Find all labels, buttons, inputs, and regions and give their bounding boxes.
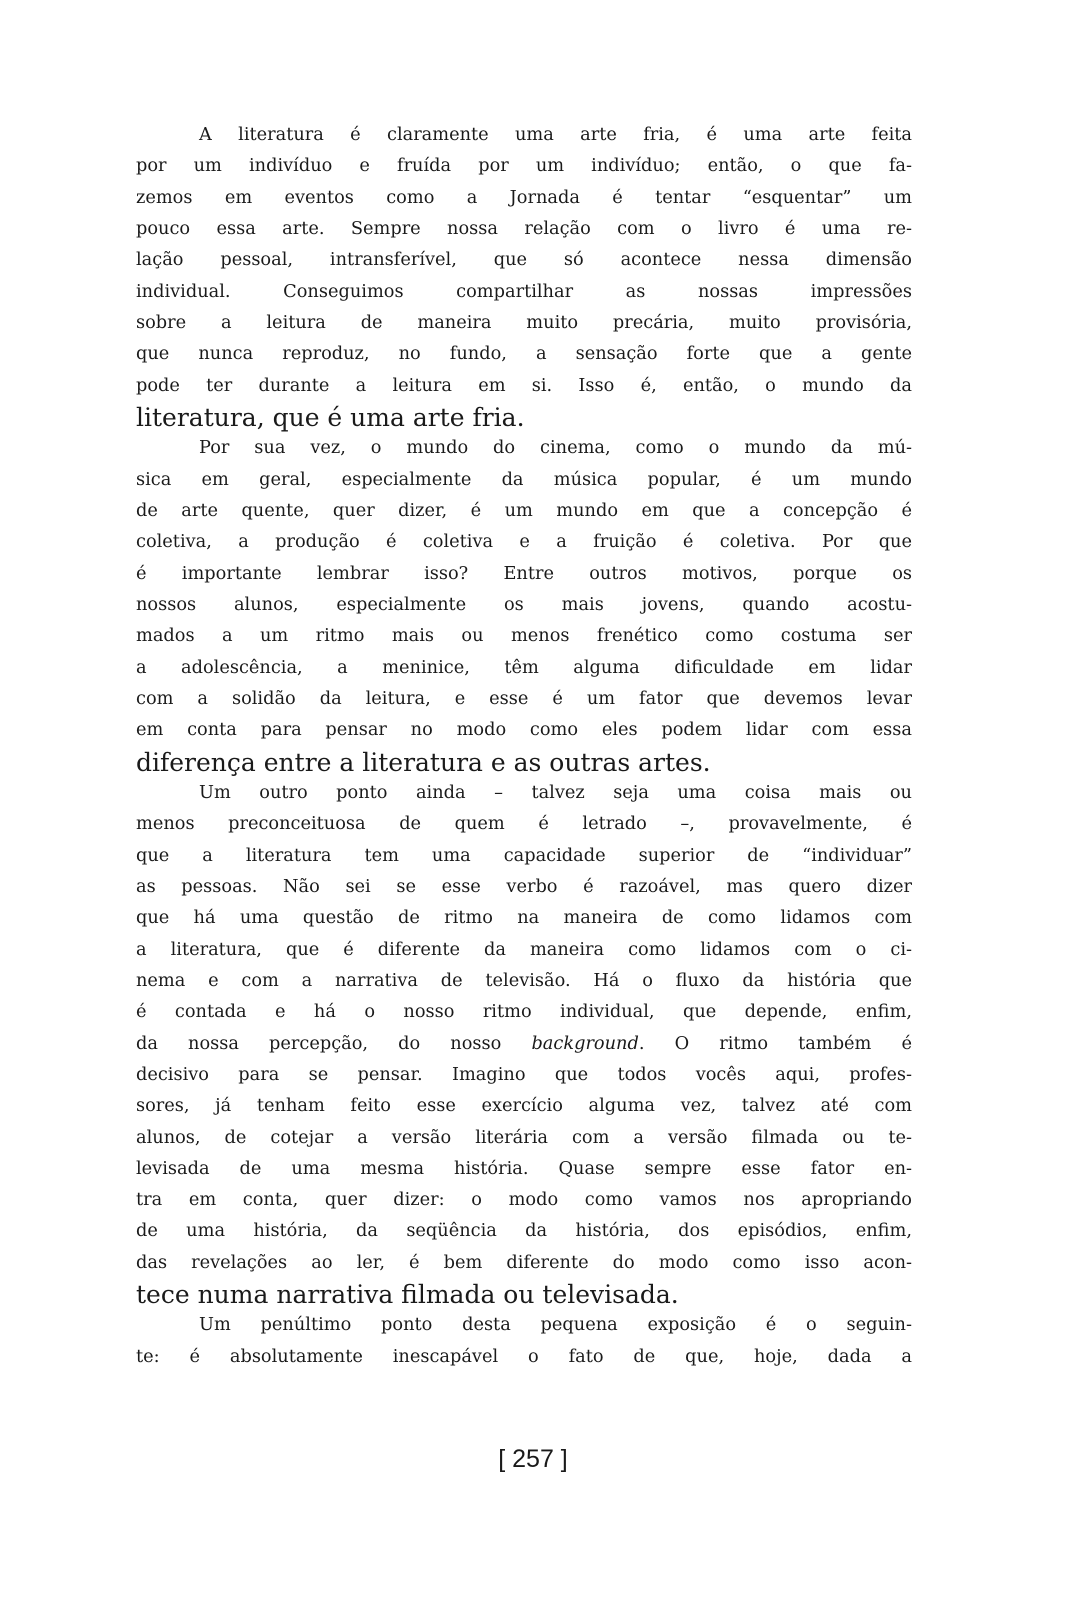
- text-line: que a literatura tem uma capacidade superior de “individuar”: [136, 845, 912, 866]
- text-line: levisada de uma mesma história. Quase sempre esse fator en-: [136, 1158, 912, 1179]
- page-body-text: [136, 120, 912, 1373]
- text-line: por um indivíduo e fruída por um indivíduo; então, o que fa-: [136, 156, 912, 177]
- text-line: A literatura é claramente uma arte fria, é uma arte feita: [199, 125, 912, 145]
- text-line: nossos alunos, especialmente os mais jovens, quando acostu-: [136, 594, 912, 615]
- text-line: a adolescência, a meninice, têm alguma dificuldade em lidar: [136, 657, 912, 678]
- text-line: de arte quente, quer dizer, é um mundo em que a concepção é: [136, 500, 912, 521]
- text-line: te: é absolutamente inescapável o fato de que, hoje, dada a: [136, 1346, 912, 1367]
- text-line: que nunca reproduz, no fundo, a sensação forte que a gente: [136, 344, 912, 365]
- text-line: decisivo para se pensar. Imagino que todos vocês aqui, profes-: [136, 1064, 912, 1085]
- text-line: lação pessoal, intransferível, que só acontece nessa dimensão: [136, 250, 912, 271]
- italic-term: background: [531, 1033, 639, 1054]
- text-line: é contada e há o nosso ritmo individual, que depende, enfim,: [136, 1002, 912, 1023]
- text-line: pouco essa arte. Sempre nossa relação com o livro é uma re-: [136, 218, 912, 239]
- text-line: que há uma questão de ritmo na maneira de como lidamos com: [136, 908, 912, 929]
- text-line: é importante lembrar isso? Entre outros motivos, porque os: [136, 563, 912, 584]
- text-line: alunos, de cotejar a versão literária com a versão filmada ou te-: [136, 1127, 912, 1148]
- text-line: literatura, que é uma arte fria.: [136, 402, 525, 432]
- text-line: tra em conta, quer dizer: o modo como vamos nos apropriando: [136, 1190, 912, 1211]
- text-line: pode ter durante a leitura em si. Isso é, então, o mundo da: [136, 375, 912, 396]
- text-line: nema e com a narrativa de televisão. Há o fluxo da história que: [136, 970, 912, 991]
- text-line: diferença entre a literatura e as outras artes.: [136, 747, 711, 777]
- text-line: a literatura, que é diferente da maneira como lidamos com o ci-: [136, 939, 912, 960]
- text-line: menos preconceituosa de quem é letrado –, provavelmente, é: [136, 814, 912, 835]
- text-line: das revelações ao ler, é bem diferente do modo como isso acon-: [136, 1252, 912, 1273]
- text-line: individual. Conseguimos compartilhar as nossas impressões: [136, 281, 912, 302]
- text-line: com a solidão da leitura, e esse é um fator que devemos levar: [136, 688, 912, 709]
- page-number: [ 257 ]: [498, 1445, 568, 1473]
- text-line: coletiva, a produção é coletiva e a fruição é coletiva. Por que: [136, 532, 912, 553]
- text-line: Um outro ponto ainda – talvez seja uma coisa mais ou: [199, 782, 912, 803]
- text-line: tece numa narrativa filmada ou televisada.: [136, 1280, 679, 1310]
- text-line: sores, já tenham feito esse exercício alguma vez, talvez até com: [136, 1096, 912, 1117]
- text-line: em conta para pensar no modo como eles podem lidar com essa: [136, 720, 912, 741]
- text-line: Um penúltimo ponto desta pequena exposição é o seguin-: [199, 1315, 912, 1336]
- text-line: zemos em eventos como a Jornada é tentar “esquentar” um: [136, 187, 912, 208]
- text-line: Por sua vez, o mundo do cinema, como o mundo da mú-: [199, 438, 912, 459]
- text-line: sica em geral, especialmente da música popular, é um mundo: [136, 469, 912, 490]
- text-line: da nossa percepção, do nosso background. O ritmo também é: [136, 1033, 912, 1054]
- text-line: as pessoas. Não sei se esse verbo é razoável, mas quero dizer: [136, 876, 912, 897]
- text-line: de uma história, da seqüência da história, dos episódios, enfim,: [136, 1221, 912, 1242]
- text-line: sobre a leitura de maneira muito precária, muito provisória,: [136, 312, 912, 333]
- text-line: mados a um ritmo mais ou menos frenético como costuma ser: [136, 626, 912, 647]
